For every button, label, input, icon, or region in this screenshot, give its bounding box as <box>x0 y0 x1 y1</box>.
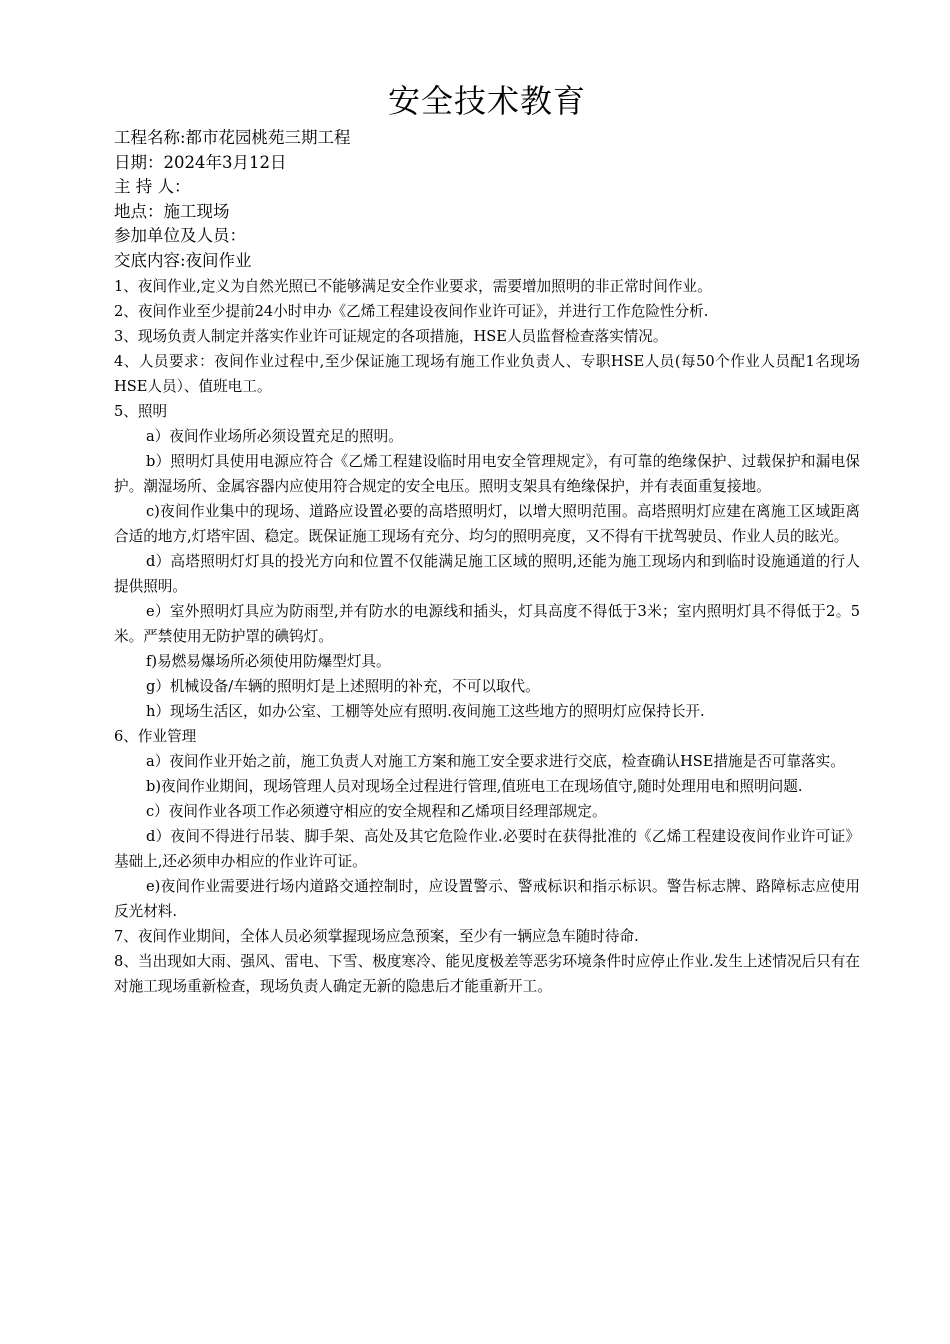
sub-clause: f)易燃易爆场所必须使用防爆型灯具。 <box>146 653 391 670</box>
meta-block <box>114 126 860 273</box>
document-body <box>114 274 860 999</box>
sub-clause: c)夜间作业集中的现场、道路应设置必要的高塔照明灯，以增大照明范围。高塔照明灯应建在离施工区域距离合适的地方,灯塔牢固、稳定。既保证施工现场有充分、均匀的照明亮度，又不得有干扰驾驶员、作业人员的眩光。 <box>114 503 860 545</box>
host-line: 主 持 人： <box>114 177 191 196</box>
sub-clause: h）现场生活区，如办公室、工棚等处应有照明.夜间施工这些地方的照明灯应保持长开. <box>146 703 705 720</box>
sub-clause: a）夜间作业场所必须设置充足的照明。 <box>146 428 403 445</box>
document-page <box>114 0 860 999</box>
sub-clause: a）夜间作业开始之前，施工负责人对施工方案和施工安全要求进行交底，检查确认HSE措施是否可靠落实。 <box>146 753 845 770</box>
sub-clause: b）照明灯具使用电源应符合《乙烯工程建设临时用电安全管理规定》，有可靠的绝缘保护、过载保护和漏电保护。潮湿场所、金属容器内应使用符合规定的安全电压。照明支架具有绝缘保护，并有表面重复接地。 <box>114 453 860 495</box>
numbered-clause: 7、夜间作业期间，全体人员必须掌握现场应急预案，至少有一辆应急车随时待命. <box>114 928 639 945</box>
numbered-clause: 5、照明 <box>114 403 168 420</box>
document-title: 安全技术教育 <box>387 82 586 120</box>
project-name: 工程名称:都市花园桃苑三期工程 <box>114 128 351 147</box>
participants-line: 参加单位及人员： <box>114 226 246 245</box>
numbered-clause: 4、人员要求：夜间作业过程中,至少保证施工现场有施工作业负责人、专职HSE人员(每50个作业人员配1名现场HSE人员）、值班电工。 <box>114 353 860 395</box>
numbered-clause: 3、现场负责人制定并落实作业许可证规定的各项措施，HSE人员监督检查落实情况。 <box>114 328 668 345</box>
numbered-clause: 6、作业管理 <box>114 728 197 745</box>
numbered-clause: 1、夜间作业,定义为自然光照已不能够满足安全作业要求，需要增加照明的非正常时间作业。 <box>114 278 712 295</box>
sub-clause: d）高塔照明灯灯具的投光方向和位置不仅能满足施工区域的照明,还能为施工现场内和到临时设施通道的行人提供照明。 <box>114 553 860 595</box>
sub-clause: d）夜间不得进行吊装、脚手架、高处及其它危险作业.必要时在获得批准的《乙烯工程建设夜间作业许可证》基础上,还必须申办相应的作业许可证。 <box>114 828 860 870</box>
sub-clause: c）夜间作业各项工作必须遵守相应的安全规程和乙烯项目经理部规定。 <box>146 803 607 820</box>
numbered-clause: 2、夜间作业至少提前24小时申办《乙烯工程建设夜间作业许可证》，并进行工作危险性分析. <box>114 303 709 320</box>
date-line: 日期：2024年3月12日 <box>114 152 287 172</box>
topic-line: 交底内容:夜间作业 <box>114 250 252 270</box>
location-line: 地点：施工现场 <box>114 201 230 221</box>
sub-clause: e）室外照明灯具应为防雨型,并有防水的电源线和插头，灯具高度不得低于3米；室内照明灯具不得低于2。5米。严禁使用无防护罩的碘钨灯。 <box>114 603 860 645</box>
sub-clause: b)夜间作业期间，现场管理人员对现场全过程进行管理,值班电工在现场值守,随时处理用电和照明问题. <box>146 778 803 795</box>
numbered-clause: 8、当出现如大雨、强风、雷电、下雪、极度寒冷、能见度极差等恶劣环境条件时应停止作业.发生上述情况后只有在对施工现场重新检查，现场负责人确定无新的隐患后才能重新开工。 <box>114 953 860 995</box>
sub-clause: g）机械设备/车辆的照明灯是上述照明的补充，不可以取代。 <box>146 678 540 695</box>
sub-clause: e)夜间作业需要进行场内道路交通控制时，应设置警示、警戒标识和指示标识。警告标志牌、路障标志应使用反光材料. <box>114 878 860 920</box>
